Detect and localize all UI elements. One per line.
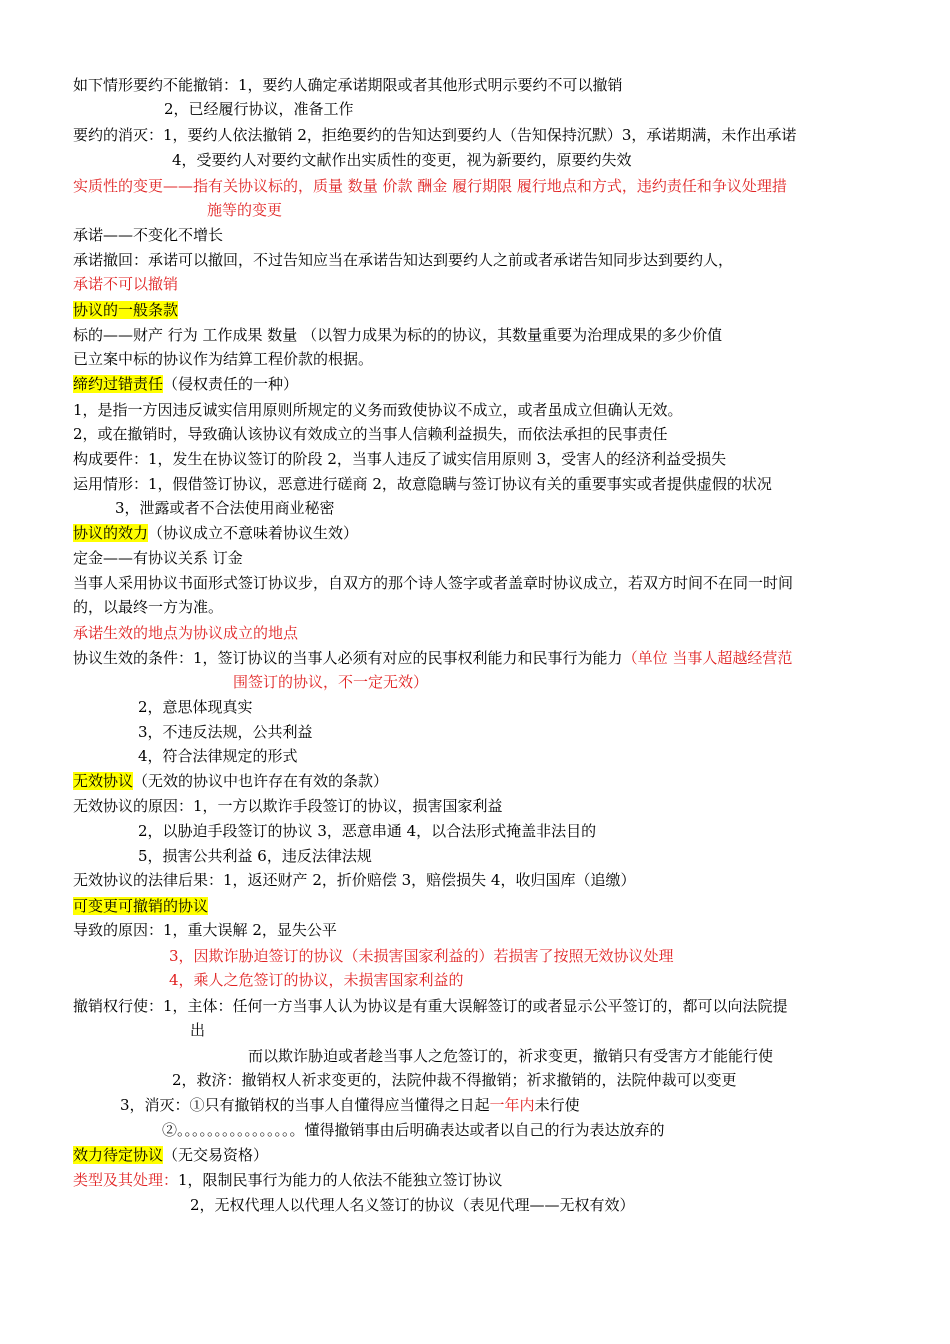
text-span: 运用情形：1，假借签订协议，恶意进行磋商 2，故意隐瞒与签订协议有关的重要事实或者提供虚假的状况 xyxy=(73,475,772,493)
text-span: 3，泄露或者不合法使用商业秘密 xyxy=(115,499,335,517)
text-span: 1，是指一方因违反诚实信用原则所规定的义务而致使协议不成立，或者虽成立但确认无效。 xyxy=(73,401,683,419)
text-line xyxy=(164,99,354,119)
text-line xyxy=(248,1046,773,1066)
text-span: 2，或在撤销时，导致确认该协议有效成立的当事人信赖利益损失，而依法承担的民事责任 xyxy=(73,425,668,443)
highlighted-heading: 无效协议 xyxy=(73,772,134,790)
text-span: 5，损害公共利益 6，违反法律法规 xyxy=(138,847,372,865)
text-line xyxy=(172,1070,737,1090)
highlighted-heading: 缔约过错责任 xyxy=(73,375,164,393)
text-line xyxy=(162,1120,665,1140)
text-line xyxy=(73,125,796,145)
text-span: 撤销权行使：1，主体：任何一方当事人认为协议是有重大误解签订的或者显示公平签订的，都可以向法院提 xyxy=(73,997,788,1015)
text-span: ②。。。。。。。。。。。。。。。。懂得撤销事由后明确表达或者以自己的行为表达放弃的 xyxy=(162,1121,665,1139)
emphasis-text: 承诺生效的地点为协议成立的地点 xyxy=(73,624,299,642)
text-line xyxy=(138,697,253,717)
text-span: 承诺撤回：承诺可以撤回，不过告知应当在承诺告知达到要约人之前或者承诺告知同步达到要约人， xyxy=(73,251,734,269)
text-line xyxy=(73,1145,268,1165)
text-span: 未行使 xyxy=(534,1096,580,1114)
text-line xyxy=(73,424,668,444)
text-span: 3，不违反法规，公共利益 xyxy=(138,723,313,741)
text-line xyxy=(73,176,787,196)
text-span: 协议生效的条件：1，签订协议的当事人必须有对应的民事权利能力和民事行为能力 xyxy=(73,649,623,667)
highlighted-heading: 协议的一般条款 xyxy=(73,301,179,319)
text-span: 承诺——不变化不增长 xyxy=(73,226,224,244)
emphasis-text: （单位 当事人超越经营范 xyxy=(622,649,793,667)
text-line xyxy=(73,1170,503,1190)
highlighted-heading: 协议的效力 xyxy=(73,524,149,542)
emphasis-text: 围签订的协议，不一定无效） xyxy=(233,673,429,691)
text-span: 当事人采用协议书面形式签订协议步，自双方的那个诗人签字或者盖章时协议成立，若双方时间不在同一时间 xyxy=(73,574,794,592)
text-span: 4，符合法律规定的形式 xyxy=(138,747,298,765)
text-span: 出 xyxy=(190,1021,206,1039)
text-line xyxy=(73,474,772,494)
text-line xyxy=(73,996,788,1016)
text-line xyxy=(73,325,722,345)
text-line xyxy=(138,722,313,742)
text-span: 要约的消灭：1，要约人依法撤销 2，拒绝要约的告知达到要约人（告知保持沉默）3，承诺期满，未作出承诺 xyxy=(73,126,797,144)
text-line xyxy=(169,946,674,966)
text-line xyxy=(138,821,596,841)
text-line xyxy=(233,672,428,692)
text-span: （无效的协议中也许存在有效的条款） xyxy=(133,772,389,790)
text-span: 如下情形要约不能撤销：1，要约人确定承诺期限或者其他形式明示要约不可以撤销 xyxy=(73,76,623,94)
text-line xyxy=(190,1020,205,1040)
text-line xyxy=(73,374,298,394)
text-line xyxy=(73,573,793,593)
text-line xyxy=(73,648,792,668)
text-line xyxy=(73,796,503,816)
text-span: 3，消灭：①只有撤销权的当事人自懂得应当懂得之日起 xyxy=(120,1096,490,1114)
text-line xyxy=(207,200,282,220)
text-span: 标的——财产 行为 工作成果 数量 （以智力成果为标的的协议，其数量重要为治理成果的多少价值 xyxy=(73,326,723,344)
emphasis-text: 3，因欺诈胁迫签订的协议（未损害国家利益的）若损害了按照无效协议处理 xyxy=(169,947,674,965)
text-span: 4，受要约人对要约文献作出实质性的变更，视为新要约，原要约失效 xyxy=(172,151,632,169)
text-line xyxy=(73,75,623,95)
text-span: （无交易资格） xyxy=(163,1146,269,1164)
text-span: 2，意思体现真实 xyxy=(138,698,253,716)
text-span: 的，以最终一方为准。 xyxy=(73,598,224,616)
text-line xyxy=(73,449,726,469)
text-span: 2，以胁迫手段签订的协议 3，恶意串通 4，以合法形式掩盖非法目的 xyxy=(138,822,597,840)
text-line xyxy=(73,349,373,369)
text-line xyxy=(73,597,223,617)
text-line xyxy=(138,746,298,766)
text-line xyxy=(73,274,178,294)
text-span: 无效协议的法律后果：1，返还财产 2，折价赔偿 3，赔偿损失 4，收归国库（追缴） xyxy=(73,871,636,889)
text-span: 定金——有协议关系 订金 xyxy=(73,549,243,567)
text-line xyxy=(190,1195,635,1215)
text-span: 构成要件：1，发生在协议签订的阶段 2，当事人违反了诚实信用原则 3，受害人的经济利益受损失 xyxy=(73,450,727,468)
text-span: 2，救济：撤销权人祈求变更的，法院仲裁不得撤销；祈求撤销的，法院仲裁可以变更 xyxy=(172,1071,737,1089)
text-span: 导致的原因：1，重大误解 2，显失公平 xyxy=(73,921,337,939)
text-span: 已立案中标的协议作为结算工程价款的根据。 xyxy=(73,350,374,368)
text-line xyxy=(115,498,335,518)
emphasis-text: 实质性的变更——指有关协议标的，质量 数量 价款 酬金 履行期限 履行地点和方式，违约责任和争议处理措 xyxy=(73,177,787,195)
text-span: （侵权责任的一种） xyxy=(163,375,299,393)
emphasis-text: 类型及其处理： xyxy=(73,1171,179,1189)
emphasis-text: 承诺不可以撤销 xyxy=(73,275,179,293)
text-span: 无效协议的原因：1，一方以欺诈手段签订的协议，损害国家利益 xyxy=(73,797,503,815)
text-span: 而以欺诈胁迫或者趁当事人之危签订的，祈求变更，撤销只有受害方才能能行使 xyxy=(248,1047,774,1065)
highlighted-heading: 效力待定协议 xyxy=(73,1146,164,1164)
emphasis-text: 施等的变更 xyxy=(207,201,283,219)
text-line xyxy=(120,1095,580,1115)
text-span: 2，无权代理人以代理人名义签订的协议（表见代理——无权有效） xyxy=(190,1196,635,1214)
text-line xyxy=(73,225,223,245)
text-line xyxy=(73,623,298,643)
text-line xyxy=(73,896,208,916)
text-line xyxy=(172,150,632,170)
text-span: 1，限制民事行为能力的人依法不能独立签订协议 xyxy=(178,1171,503,1189)
text-span: 2，已经履行协议，准备工作 xyxy=(164,100,354,118)
text-line xyxy=(73,300,178,320)
text-line xyxy=(73,771,388,791)
text-line xyxy=(73,920,337,940)
text-line xyxy=(73,523,358,543)
highlighted-heading: 可变更可撤销的协议 xyxy=(73,897,209,915)
text-line xyxy=(73,250,733,270)
text-line xyxy=(73,400,683,420)
text-line xyxy=(169,970,464,990)
text-line xyxy=(73,870,635,890)
text-line xyxy=(73,548,243,568)
emphasis-text: 一年内 xyxy=(489,1096,535,1114)
text-line xyxy=(138,846,372,866)
text-span: （协议成立不意味着协议生效） xyxy=(148,524,359,542)
emphasis-text: 4，乘人之危签订的协议，未损害国家利益的 xyxy=(169,971,464,989)
